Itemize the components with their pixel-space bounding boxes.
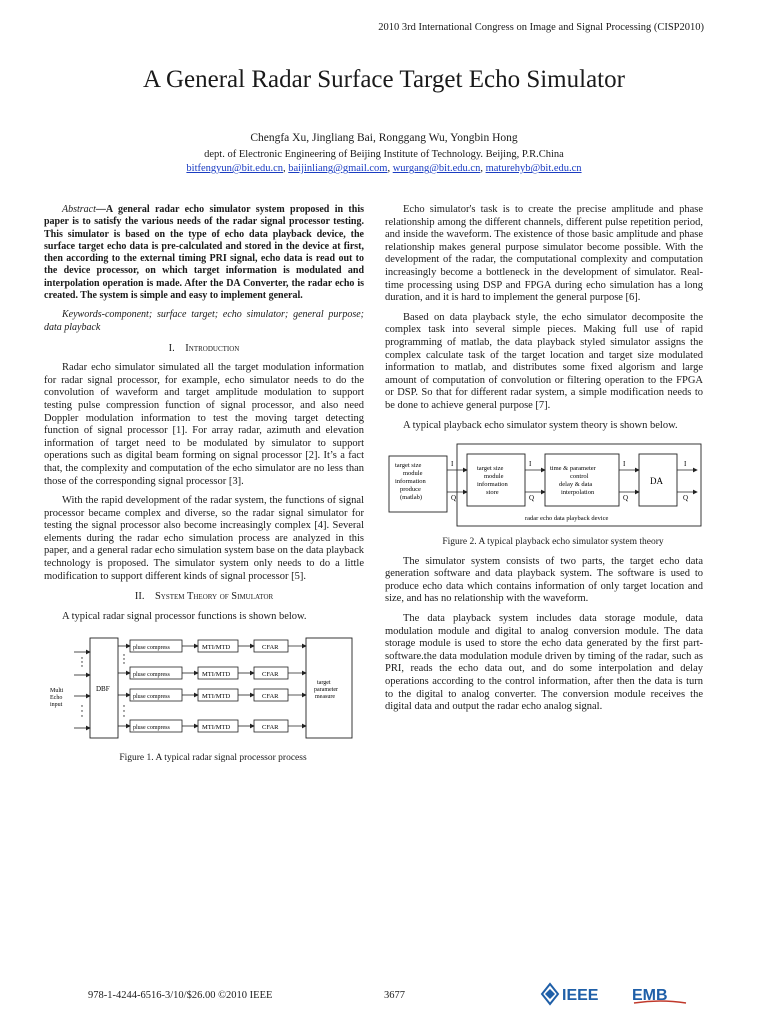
conference-header: 2010 3rd International Congress on Image and Signal Processing (CISP2010)	[378, 22, 704, 33]
email-separator: ,	[283, 163, 289, 174]
email-separator: ,	[387, 163, 393, 174]
system-paragraph-1: A typical radar signal processor functions is shown below.	[62, 610, 307, 622]
fig2-box2-label: module	[484, 473, 504, 481]
abstract-text: A general radar echo simulator system proposed in this paper is to satisfy the various needs of the radar signal processor testing. This simulator is based on the type of echo data playback device, the surface target echo data is pre-calculated and stored in the device at first, then according to the external timing PRI signal, echo data is read out to the device processor, on which target information is modulated and interpolation operation is made. After the DA Converter, the radar echo is created. The system is simple and easy to implement general.	[44, 204, 364, 302]
section-heading-system-theory	[44, 591, 364, 604]
fig1-mti-label: MTI/MTD	[202, 671, 231, 679]
right-paragraph-1: Echo simulator's task is to create the precise amplitude and phase relationship among the different channels, different pulse repetition period, and inside the waveform. The existence of those basic amplitude and phase relationship makes general purpose simulator become possible. With the development of the radar, the computational complexity and computation increasingly become a bottleneck in the development of simulator. Real-time processing using DSP and FPGA during echo simulation has a long duration, and it is hard to implement the general purpose [6].	[385, 204, 703, 304]
paper-emails	[0, 163, 768, 174]
email-link-1[interactable]: bitfengyun@bit.edu.cn	[186, 163, 283, 174]
fig2-box1-label: information	[395, 478, 426, 486]
fig2-box3-label: control	[570, 473, 589, 481]
fig2-store-box	[467, 454, 525, 506]
fig1-input-label: Multi	[50, 688, 64, 695]
fig2-box3-label: interpolation	[561, 489, 595, 497]
email-separator: ,	[480, 163, 486, 174]
right-paragraph-4: The simulator system consists of two parts, the target echo data generation software and data playback system. The software is used to produce echo data which contains information of only target location and size, and has no relationship with the waveform.	[385, 555, 703, 605]
fig1-input-label: input	[50, 702, 63, 709]
fig1-pulse-label: pluse compress	[133, 725, 170, 732]
fig1-chain-row-3	[118, 689, 306, 701]
footer-isbn: 978-1-4244-6516-3/10/$26.00 ©2010 IEEE	[88, 990, 273, 1001]
paper-title: A General Radar Surface Target Echo Simulator	[143, 66, 625, 93]
figure-1-diagram	[44, 630, 364, 748]
fig2-da-label: DA	[650, 476, 663, 487]
fig1-chain-row-2	[118, 667, 306, 679]
fig2-q-label: Q	[451, 494, 457, 503]
abstract	[44, 204, 364, 302]
fig1-chain-row-4	[118, 720, 306, 732]
abstract-lead: Abstract	[62, 204, 96, 215]
fig2-i-label: I	[451, 460, 454, 469]
email-link-2[interactable]: baijinliang@gmail.com	[288, 163, 388, 174]
intro-paragraph-2: With the rapid development of the radar system, the functions of signal processor became complex and diverse, so the radar signal simulator for testing the signal processor also become increasingly complex [4]. Several elements during the radar echo simulation process are analyzed in this paper, and a general radar echo simulation system base on the data playback technology is proposed. The simulator system only needs to do a little modification to support different kinds of signal processor [5].	[44, 495, 364, 582]
fig2-box1-label: produce	[400, 486, 421, 494]
fig1-dbf-label: DBF	[96, 685, 110, 694]
fig2-box3-label: delay & data	[559, 481, 593, 489]
email-link-4[interactable]: maturehyb@bit.edu.cn	[485, 163, 582, 174]
fig2-box2-label: target size	[477, 465, 504, 473]
fig2-control-box	[545, 454, 619, 506]
fig2-device-label: radar echo data playback device	[525, 515, 609, 523]
fig1-cfar-label: CFAR	[262, 724, 279, 732]
figure-2-diagram	[385, 440, 703, 532]
intro-paragraph-1: Radar echo simulator simulated all the target modulation information for radar signal processor, for example, echo simulator needs to do the convolution of waveform and target amplitude modulation to support testing pulse compression function of signal processor, and also need Doppler modulation information to test the moving target detecting function of signal processor [1]. For array radar, azimuth and elevation information of target need to be modulated by simulator to support operations such as digital beam forming on signal processor [2]. It’s a fact that, the complexity and computation of the echo simulator are no less than those of the corresponding signal processor [3].	[44, 362, 364, 487]
fig1-cfar-label: CFAR	[262, 693, 279, 701]
fig2-box1-label: target size	[395, 462, 422, 470]
fig2-i-label: I	[529, 460, 532, 469]
fig1-mti-label: MTI/MTD	[202, 644, 231, 652]
section-number: II.	[134, 591, 145, 603]
fig1-target-label: parameter	[314, 687, 338, 694]
email-link-3[interactable]: wurgang@bit.edu.cn	[392, 163, 481, 174]
figure-2-caption: Figure 2. A typical playback echo simulator system theory	[442, 537, 664, 548]
section-title: Introduction	[185, 342, 240, 354]
section-heading-introduction	[44, 343, 364, 356]
right-paragraph-3: A typical playback echo simulator system theory is shown below.	[403, 419, 678, 431]
fig1-target-label: measure	[315, 694, 335, 701]
keywords: Keywords-component; surface target; echo simulator; general purpose; data playback	[44, 309, 364, 333]
fig1-pulse-label: pluse compress	[133, 672, 170, 679]
emb-logo-text: EMB	[632, 987, 668, 1004]
fig2-box2-label: information	[477, 481, 508, 489]
right-paragraph-5: The data playback system includes data storage module, data modulation module and digital to analog conversion module. The data storage module is used to store the echo data generated by the first part-software.the data modulation module driven by timing of the radar, such as PRI, reads the echo data out, and do some interpolation and delay operations according to the control information, after then the data is turn to the digital to analog converter. The conversion module receives the digital data and output the radar echo analog signal.	[385, 613, 703, 713]
page-number: 3677	[384, 990, 405, 1001]
ieee-logo-text: IEEE	[562, 987, 599, 1004]
paper-authors: Chengfa Xu, Jingliang Bai, Ronggang Wu, Yongbin Hong	[250, 132, 518, 144]
fig1-mti-label: MTI/MTD	[202, 724, 231, 732]
fig1-cfar-label: CFAR	[262, 671, 279, 679]
figure-1-caption: Figure 1. A typical radar signal processor process	[119, 753, 307, 764]
paper-affiliation: dept. of Electronic Engineering of Beijing Institute of Technology. Beijing, P.R.China	[204, 149, 564, 160]
fig1-mti-label: MTI/MTD	[202, 693, 231, 701]
section-number: I.	[168, 342, 175, 354]
section-title: System Theory of Simulator	[154, 591, 274, 603]
fig1-chain-row-1	[118, 640, 306, 652]
fig2-q-label: Q	[529, 494, 535, 503]
fig2-q-label: Q	[623, 494, 629, 503]
abstract-dash: —	[95, 204, 106, 215]
ieee-logo	[540, 982, 620, 1006]
left-column	[44, 204, 364, 772]
fig2-q-label: Q	[683, 494, 689, 503]
fig1-pulse-label: pluse compress	[133, 694, 170, 701]
right-column	[385, 204, 703, 721]
fig2-box2-label: store	[486, 489, 499, 497]
fig1-pulse-label: pluse compress	[133, 645, 170, 652]
fig1-input-label: Echo	[50, 695, 63, 702]
fig2-i-label: I	[623, 460, 626, 469]
fig2-i-label: I	[684, 460, 687, 469]
fig2-box3-label: time & parameter	[550, 465, 596, 473]
fig1-target-label: target	[317, 680, 331, 687]
fig2-box1-label: module	[403, 470, 423, 478]
right-paragraph-2: Based on data playback style, the echo simulator decomposite the complex task into several simple pieces. Making full use of rapid programming of matlab, the data playback styled simulator assigns the complex calculate task of the target location and target size modulated information to matlab, and distributes some fixed algorism and large amount of computation of convolution or filtering operation to the FPGA or DSP. So that for different radar system, a simple modification needs to be done to achieve general purpose [7].	[385, 311, 703, 411]
fig1-cfar-label: CFAR	[262, 644, 279, 652]
fig2-box1-label: (matlab)	[400, 494, 423, 502]
emb-logo	[630, 982, 700, 1006]
